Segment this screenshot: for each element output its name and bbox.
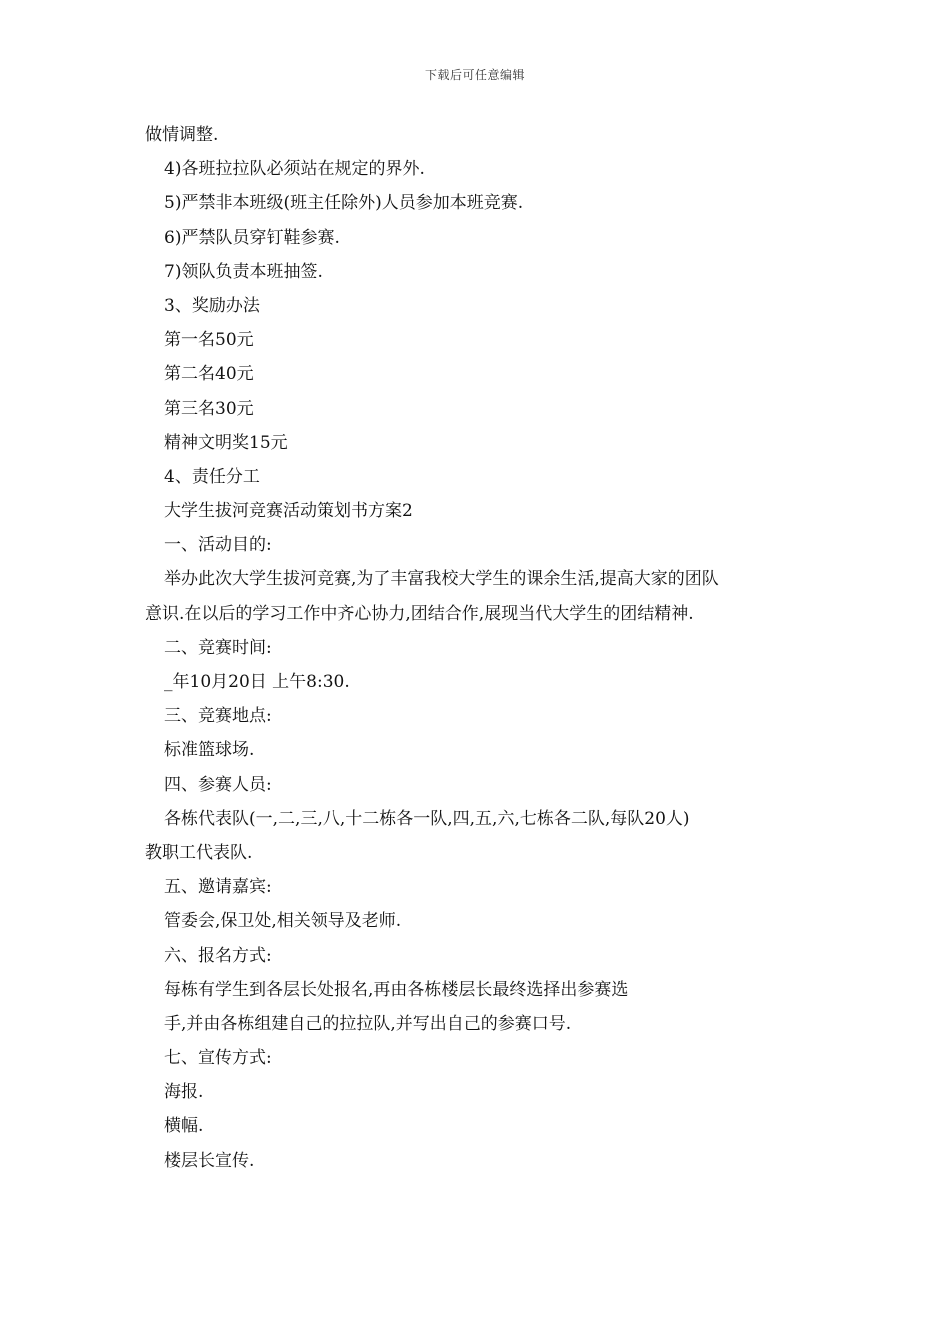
text-line: 楼层长宣传. [164, 1150, 255, 1171]
text-line: 各栋代表队(一,二,三,八,十二栋各一队,四,五,六,七栋各二队,每队20人) [164, 808, 690, 829]
text-line: 大学生拔河竞赛活动策划书方案2 [164, 501, 413, 522]
text-line: 第二名40元 [164, 364, 254, 385]
text-line: 7)领队负责本班抽签. [164, 261, 323, 282]
text-line: 第三名30元 [164, 398, 254, 419]
text-line: 精神文明奖15元 [164, 432, 288, 453]
text-line: 意识.在以后的学习工作中齐心协力,团结合作,展现当代大学生的团结精神. [145, 603, 694, 624]
page-header: 下载后可任意编辑 [424, 68, 525, 82]
text-line: 横幅. [164, 1116, 204, 1137]
text-line: 做情调整. [145, 125, 219, 145]
text-line: 一、活动目的: [164, 535, 272, 556]
text-line: 6)严禁队员穿钉鞋参赛. [164, 227, 340, 248]
text-line: 七、宣传方式: [164, 1048, 272, 1069]
text-line: 管委会,保卫处,相关领导及老师. [164, 911, 402, 932]
text-line: 3、奖励办法 [164, 295, 260, 316]
text-line: 教职工代表队. [145, 842, 253, 863]
text-line: 5)严禁非本班级(班主任除外)人员参加本班竞赛. [164, 193, 524, 214]
text-line: 举办此次大学生拔河竞赛,为了丰富我校大学生的课余生活,提高大家的团队 [164, 569, 719, 590]
text-line: 五、邀请嘉宾: [164, 877, 272, 898]
text-line: 标准篮球场. [164, 740, 255, 761]
text-line: 二、竞赛时间: [164, 637, 272, 658]
text-line: 第一名50元 [164, 330, 254, 351]
text-line: 四、参赛人员: [164, 774, 272, 795]
text-line: _年10月20日 上午8:30. [164, 672, 350, 692]
text-line: 六、报名方式: [164, 945, 272, 966]
text-line: 手,并由各栋组建自己的拉拉队,并写出自己的参赛口号. [164, 1013, 572, 1034]
text-line: 海报. [164, 1082, 204, 1103]
text-line: 4)各班拉拉队必须站在规定的界外. [164, 159, 425, 180]
text-line: 三、竞赛地点: [164, 706, 272, 727]
text-line: 每栋有学生到各层长处报名,再由各栋楼层长最终选择出参赛选 [164, 979, 629, 1000]
document-body [145, 118, 815, 1178]
text-line: 4、责任分工 [164, 466, 260, 487]
